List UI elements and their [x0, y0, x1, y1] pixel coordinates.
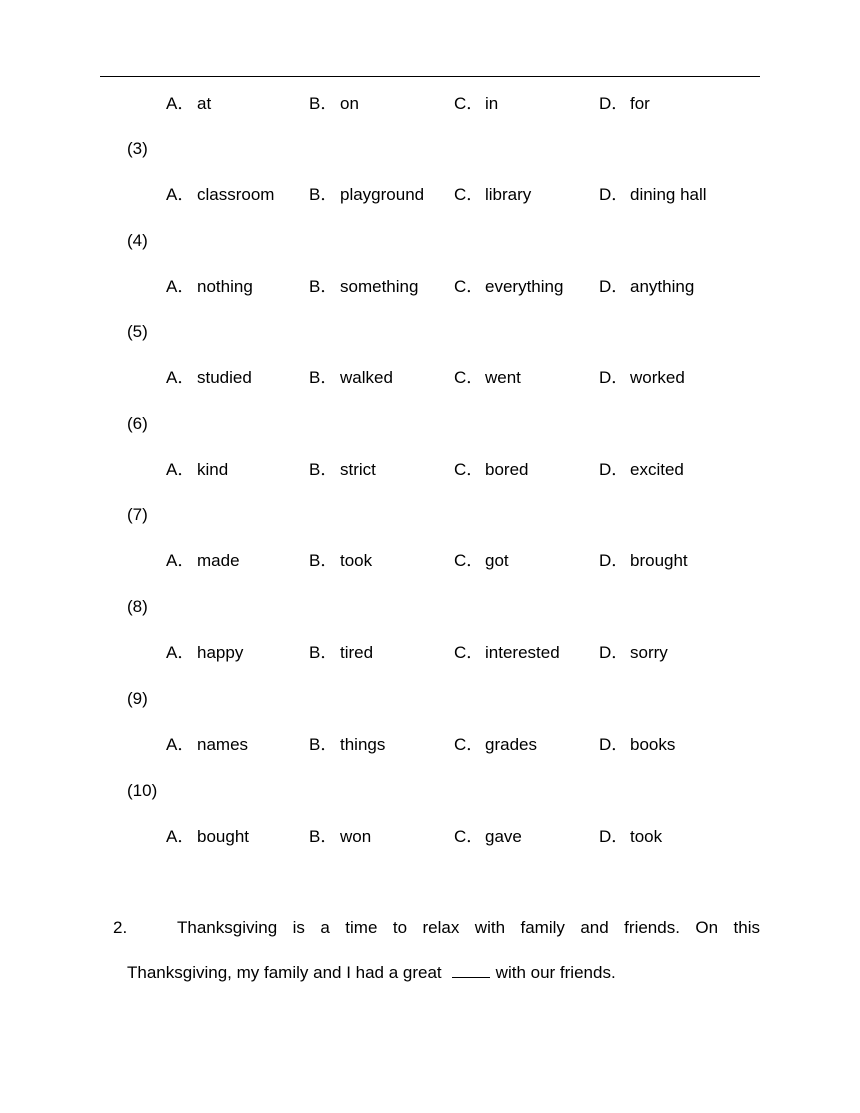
option-text: kind [197, 460, 229, 479]
option-b[interactable] [309, 551, 372, 571]
option-text: excited [630, 460, 684, 479]
option-text: went [485, 368, 521, 387]
option-text: took [340, 551, 373, 570]
option-b[interactable] [309, 277, 418, 297]
question-number: (8) [127, 597, 148, 616]
option-letter: A． [166, 643, 195, 662]
option-letter: A． [166, 185, 195, 204]
option-letter: D． [599, 551, 629, 570]
option-d[interactable] [599, 827, 662, 847]
option-b[interactable] [309, 185, 424, 205]
option-letter: B． [309, 460, 338, 479]
option-a[interactable] [166, 277, 253, 297]
option-c[interactable] [454, 185, 531, 205]
option-letter: A． [166, 460, 195, 479]
option-letter: D． [599, 460, 629, 479]
option-letter: B． [309, 94, 338, 113]
option-b[interactable] [309, 368, 393, 388]
option-text: playground [340, 185, 425, 204]
option-a[interactable] [166, 735, 248, 755]
option-text: bored [485, 460, 529, 479]
option-a[interactable] [166, 643, 243, 663]
option-a[interactable] [166, 94, 211, 114]
option-letter: B． [309, 643, 338, 662]
passage-line-1: Thanksgiving is a time to relax with family and friends. On this [177, 918, 760, 937]
option-letter: B． [309, 368, 338, 387]
option-text: something [340, 277, 419, 296]
option-text: sorry [630, 643, 668, 662]
option-text: on [340, 94, 359, 113]
option-text: everything [485, 277, 564, 296]
option-text: nothing [197, 277, 253, 296]
passage-line-2 [127, 963, 616, 983]
option-letter: C． [454, 551, 484, 570]
option-letter: A． [166, 277, 195, 296]
option-letter: D． [599, 827, 629, 846]
answer-blank[interactable] [452, 963, 490, 978]
option-c[interactable] [454, 368, 521, 388]
option-a[interactable] [166, 460, 228, 480]
option-letter: A． [166, 735, 195, 754]
passage-line-2-before: Thanksgiving, my family and I had a great [127, 963, 442, 982]
question-number: (6) [127, 414, 148, 433]
option-text: got [485, 551, 509, 570]
passage-number: 2. [113, 918, 128, 937]
option-c[interactable] [454, 551, 509, 571]
option-d[interactable] [599, 185, 707, 205]
option-letter: D． [599, 368, 629, 387]
option-text: walked [340, 368, 393, 387]
option-letter: C． [454, 643, 484, 662]
option-a[interactable] [166, 827, 249, 847]
option-text: interested [485, 643, 560, 662]
option-c[interactable] [454, 643, 560, 663]
option-text: made [197, 551, 240, 570]
option-letter: C． [454, 827, 484, 846]
option-b[interactable] [309, 94, 359, 114]
option-c[interactable] [454, 94, 498, 114]
option-text: things [340, 735, 386, 754]
option-d[interactable] [599, 460, 684, 480]
option-text: bought [197, 827, 249, 846]
option-a[interactable] [166, 368, 252, 388]
option-c[interactable] [454, 277, 563, 297]
option-text: grades [485, 735, 537, 754]
option-c[interactable] [454, 460, 528, 480]
option-text: tired [340, 643, 374, 662]
option-text: strict [340, 460, 376, 479]
option-a[interactable] [166, 551, 240, 571]
option-b[interactable] [309, 827, 371, 847]
option-letter: D． [599, 643, 629, 662]
question-number: (10) [127, 781, 158, 800]
option-letter: C． [454, 460, 484, 479]
option-letter: A． [166, 368, 195, 387]
option-d[interactable] [599, 643, 668, 663]
option-text: books [630, 735, 676, 754]
option-letter: C． [454, 185, 484, 204]
option-text: names [197, 735, 249, 754]
option-letter: D． [599, 735, 629, 754]
option-text: took [630, 827, 663, 846]
option-d[interactable] [599, 94, 650, 114]
option-letter: A． [166, 94, 195, 113]
option-text: anything [630, 277, 695, 296]
option-letter: B． [309, 277, 338, 296]
option-text: in [485, 94, 499, 113]
option-c[interactable] [454, 827, 522, 847]
option-text: dining hall [630, 185, 707, 204]
option-d[interactable] [599, 551, 688, 571]
option-letter: B． [309, 551, 338, 570]
option-letter: D． [599, 277, 629, 296]
option-letter: D． [599, 94, 629, 113]
option-letter: B． [309, 185, 338, 204]
option-text: worked [630, 368, 685, 387]
option-letter: A． [166, 827, 195, 846]
option-c[interactable] [454, 735, 537, 755]
option-letter: C． [454, 735, 484, 754]
option-letter: D． [599, 185, 629, 204]
question-number: (4) [127, 231, 148, 250]
question-number: (5) [127, 322, 148, 341]
option-letter: B． [309, 735, 338, 754]
option-text: studied [197, 368, 252, 387]
option-text: classroom [197, 185, 275, 204]
option-d[interactable] [599, 277, 694, 297]
option-letter: C． [454, 368, 484, 387]
passage-line-2-after: with our friends. [495, 963, 616, 982]
option-text: at [197, 94, 212, 113]
option-d[interactable] [599, 368, 685, 388]
option-d[interactable] [599, 735, 675, 755]
option-letter: C． [454, 94, 484, 113]
header-rule [100, 76, 760, 77]
option-text: brought [630, 551, 688, 570]
option-text: for [630, 94, 650, 113]
option-text: gave [485, 827, 522, 846]
option-a[interactable] [166, 185, 274, 205]
option-b[interactable] [309, 735, 385, 755]
option-text: happy [197, 643, 244, 662]
question-number: (3) [127, 139, 148, 158]
option-text: won [340, 827, 372, 846]
option-letter: A． [166, 551, 195, 570]
question-number: (7) [127, 505, 148, 524]
question-number: (9) [127, 689, 148, 708]
option-b[interactable] [309, 643, 373, 663]
option-b[interactable] [309, 460, 376, 480]
option-letter: B． [309, 827, 338, 846]
option-letter: C． [454, 277, 484, 296]
option-text: library [485, 185, 532, 204]
